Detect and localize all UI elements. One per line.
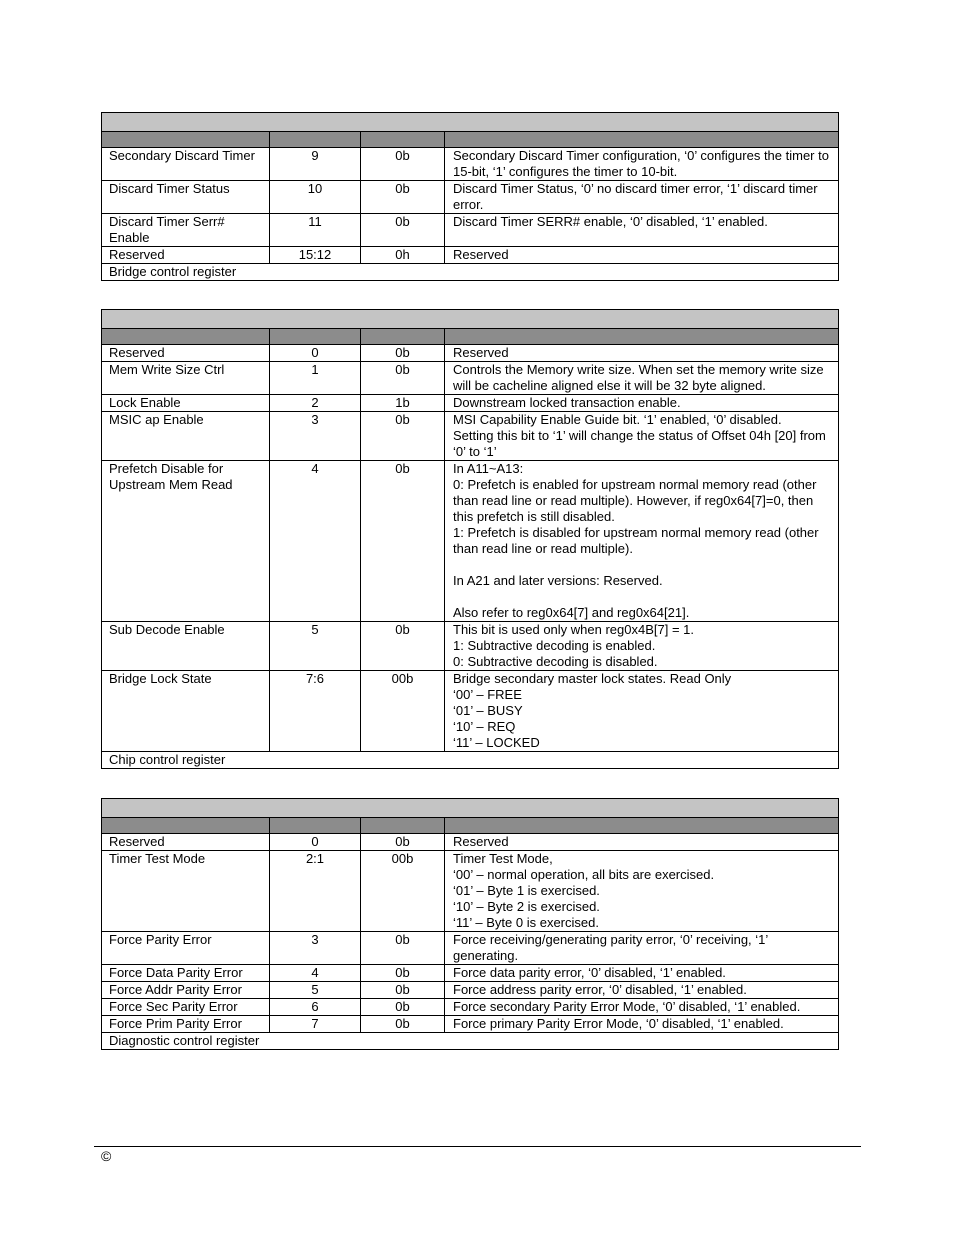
table-row <box>102 345 839 362</box>
table-caption-row <box>102 264 839 281</box>
table-row <box>102 181 839 214</box>
field-default: 0b <box>361 214 445 247</box>
field-name: Sub Decode Enable <box>102 622 270 671</box>
field-default: 0b <box>361 622 445 671</box>
field-description: Force data parity error, ‘0’ disabled, ‘1’ enabled. <box>445 965 839 982</box>
table-row <box>102 461 839 622</box>
footer-divider <box>94 1146 861 1147</box>
table-row <box>102 834 839 851</box>
field-description: Secondary Discard Timer configuration, ‘0’ configures the timer to 15-bit, ‘1’ configures the timer to 10-bit. <box>445 148 839 181</box>
field-default: 00b <box>361 851 445 932</box>
field-default: 0b <box>361 362 445 395</box>
field-description: Reserved <box>445 834 839 851</box>
table-row <box>102 851 839 932</box>
field-bits: 3 <box>270 412 361 461</box>
field-description: Downstream locked transaction enable. <box>445 395 839 412</box>
field-name: Reserved <box>102 834 270 851</box>
field-name: Reserved <box>102 247 270 264</box>
table-caption-row <box>102 752 839 769</box>
field-bits: 6 <box>270 999 361 1016</box>
field-name: Discard Timer Status <box>102 181 270 214</box>
field-default: 0b <box>361 461 445 622</box>
field-bits: 15:12 <box>270 247 361 264</box>
field-description: Reserved <box>445 345 839 362</box>
field-bits: 3 <box>270 932 361 965</box>
field-default: 0b <box>361 412 445 461</box>
field-name: Timer Test Mode <box>102 851 270 932</box>
table-caption: Bridge control register <box>102 264 839 281</box>
field-default: 0b <box>361 932 445 965</box>
field-bits: 4 <box>270 461 361 622</box>
table-row <box>102 932 839 965</box>
field-description: Bridge secondary master lock states. Read Only ‘00’ – FREE ‘01’ – BUSY ‘10’ – REQ ‘11’ – LOCKED <box>445 671 839 752</box>
table-row <box>102 362 839 395</box>
field-name: Reserved <box>102 345 270 362</box>
table-title-bar <box>102 113 839 132</box>
table-column-header <box>102 329 839 345</box>
table-row <box>102 671 839 752</box>
table-row <box>102 965 839 982</box>
field-bits: 1 <box>270 362 361 395</box>
field-bits: 10 <box>270 181 361 214</box>
bridge-control-register-table <box>101 112 839 281</box>
field-name: Discard Timer Serr# Enable <box>102 214 270 247</box>
table-row <box>102 982 839 999</box>
field-bits: 4 <box>270 965 361 982</box>
table-column-header <box>102 132 839 148</box>
field-bits: 9 <box>270 148 361 181</box>
field-bits: 0 <box>270 834 361 851</box>
field-default: 0b <box>361 1016 445 1033</box>
field-name: Force Addr Parity Error <box>102 982 270 999</box>
field-default: 0h <box>361 247 445 264</box>
field-description: Controls the Memory write size. When set the memory write size will be cacheline aligned else it will be 32 byte aligned. <box>445 362 839 395</box>
field-bits: 2:1 <box>270 851 361 932</box>
field-description: Reserved <box>445 247 839 264</box>
field-default: 0b <box>361 148 445 181</box>
table-row <box>102 412 839 461</box>
field-description: Force receiving/generating parity error, ‘0’ receiving, ‘1’ generating. <box>445 932 839 965</box>
field-name: Lock Enable <box>102 395 270 412</box>
field-bits: 2 <box>270 395 361 412</box>
field-default: 00b <box>361 671 445 752</box>
table-row <box>102 999 839 1016</box>
table-title-bar <box>102 799 839 818</box>
field-name: MSIC ap Enable <box>102 412 270 461</box>
table-row <box>102 247 839 264</box>
table-row <box>102 214 839 247</box>
table-caption: Chip control register <box>102 752 839 769</box>
copyright-symbol: © <box>101 1148 112 1164</box>
field-description: Discard Timer SERR# enable, ‘0’ disabled, ‘1’ enabled. <box>445 214 839 247</box>
field-bits: 0 <box>270 345 361 362</box>
field-default: 0b <box>361 345 445 362</box>
field-description: Force secondary Parity Error Mode, ‘0’ disabled, ‘1’ enabled. <box>445 999 839 1016</box>
field-description: Force address parity error, ‘0’ disabled, ‘1’ enabled. <box>445 982 839 999</box>
table-title-bar <box>102 310 839 329</box>
field-bits: 7:6 <box>270 671 361 752</box>
field-description: Timer Test Mode, ‘00’ – normal operation, all bits are exercised. ‘01’ – Byte 1 is exercised. ‘10’ – Byte 2 is exercised. ‘11’ – Byte 0 is exercised. <box>445 851 839 932</box>
table-caption: Diagnostic control register <box>102 1033 839 1050</box>
field-name: Force Sec Parity Error <box>102 999 270 1016</box>
diagnostic-control-register-table <box>101 798 839 1050</box>
field-name: Mem Write Size Ctrl <box>102 362 270 395</box>
field-default: 1b <box>361 395 445 412</box>
field-default: 0b <box>361 999 445 1016</box>
field-name: Bridge Lock State <box>102 671 270 752</box>
table-caption-row <box>102 1033 839 1050</box>
field-description: MSI Capability Enable Guide bit. ‘1’ enabled, ‘0’ disabled. Setting this bit to ‘1’ will change the status of Offset 04h [20] from ‘0’ to ‘1’ <box>445 412 839 461</box>
field-description: In A11~A13: 0: Prefetch is enabled for upstream normal memory read (other than read line or read multiple). However, if reg0x64[7]=0, then this prefetch is still disabled. 1: Prefetch is disabled for upstream normal memory read (other than read line or read multiple). In A21 and later versions: Reserved. Also refer to reg0x64[7] and reg0x64[21]. <box>445 461 839 622</box>
table-column-header <box>102 818 839 834</box>
field-bits: 7 <box>270 1016 361 1033</box>
field-description: Force primary Parity Error Mode, ‘0’ disabled, ‘1’ enabled. <box>445 1016 839 1033</box>
chip-control-register-table <box>101 309 839 769</box>
field-description: This bit is used only when reg0x4B[7] = 1. 1: Subtractive decoding is enabled. 0: Subtractive decoding is disabled. <box>445 622 839 671</box>
field-name: Force Prim Parity Error <box>102 1016 270 1033</box>
field-name: Force Data Parity Error <box>102 965 270 982</box>
table-row <box>102 1016 839 1033</box>
field-name: Secondary Discard Timer <box>102 148 270 181</box>
field-bits: 5 <box>270 982 361 999</box>
field-default: 0b <box>361 834 445 851</box>
field-bits: 11 <box>270 214 361 247</box>
field-name: Force Parity Error <box>102 932 270 965</box>
table-row <box>102 148 839 181</box>
field-name: Prefetch Disable for Upstream Mem Read <box>102 461 270 622</box>
table-row <box>102 622 839 671</box>
field-default: 0b <box>361 965 445 982</box>
table-row <box>102 395 839 412</box>
field-bits: 5 <box>270 622 361 671</box>
field-default: 0b <box>361 181 445 214</box>
field-default: 0b <box>361 982 445 999</box>
field-description: Discard Timer Status, ‘0’ no discard timer error, ‘1’ discard timer error. <box>445 181 839 214</box>
